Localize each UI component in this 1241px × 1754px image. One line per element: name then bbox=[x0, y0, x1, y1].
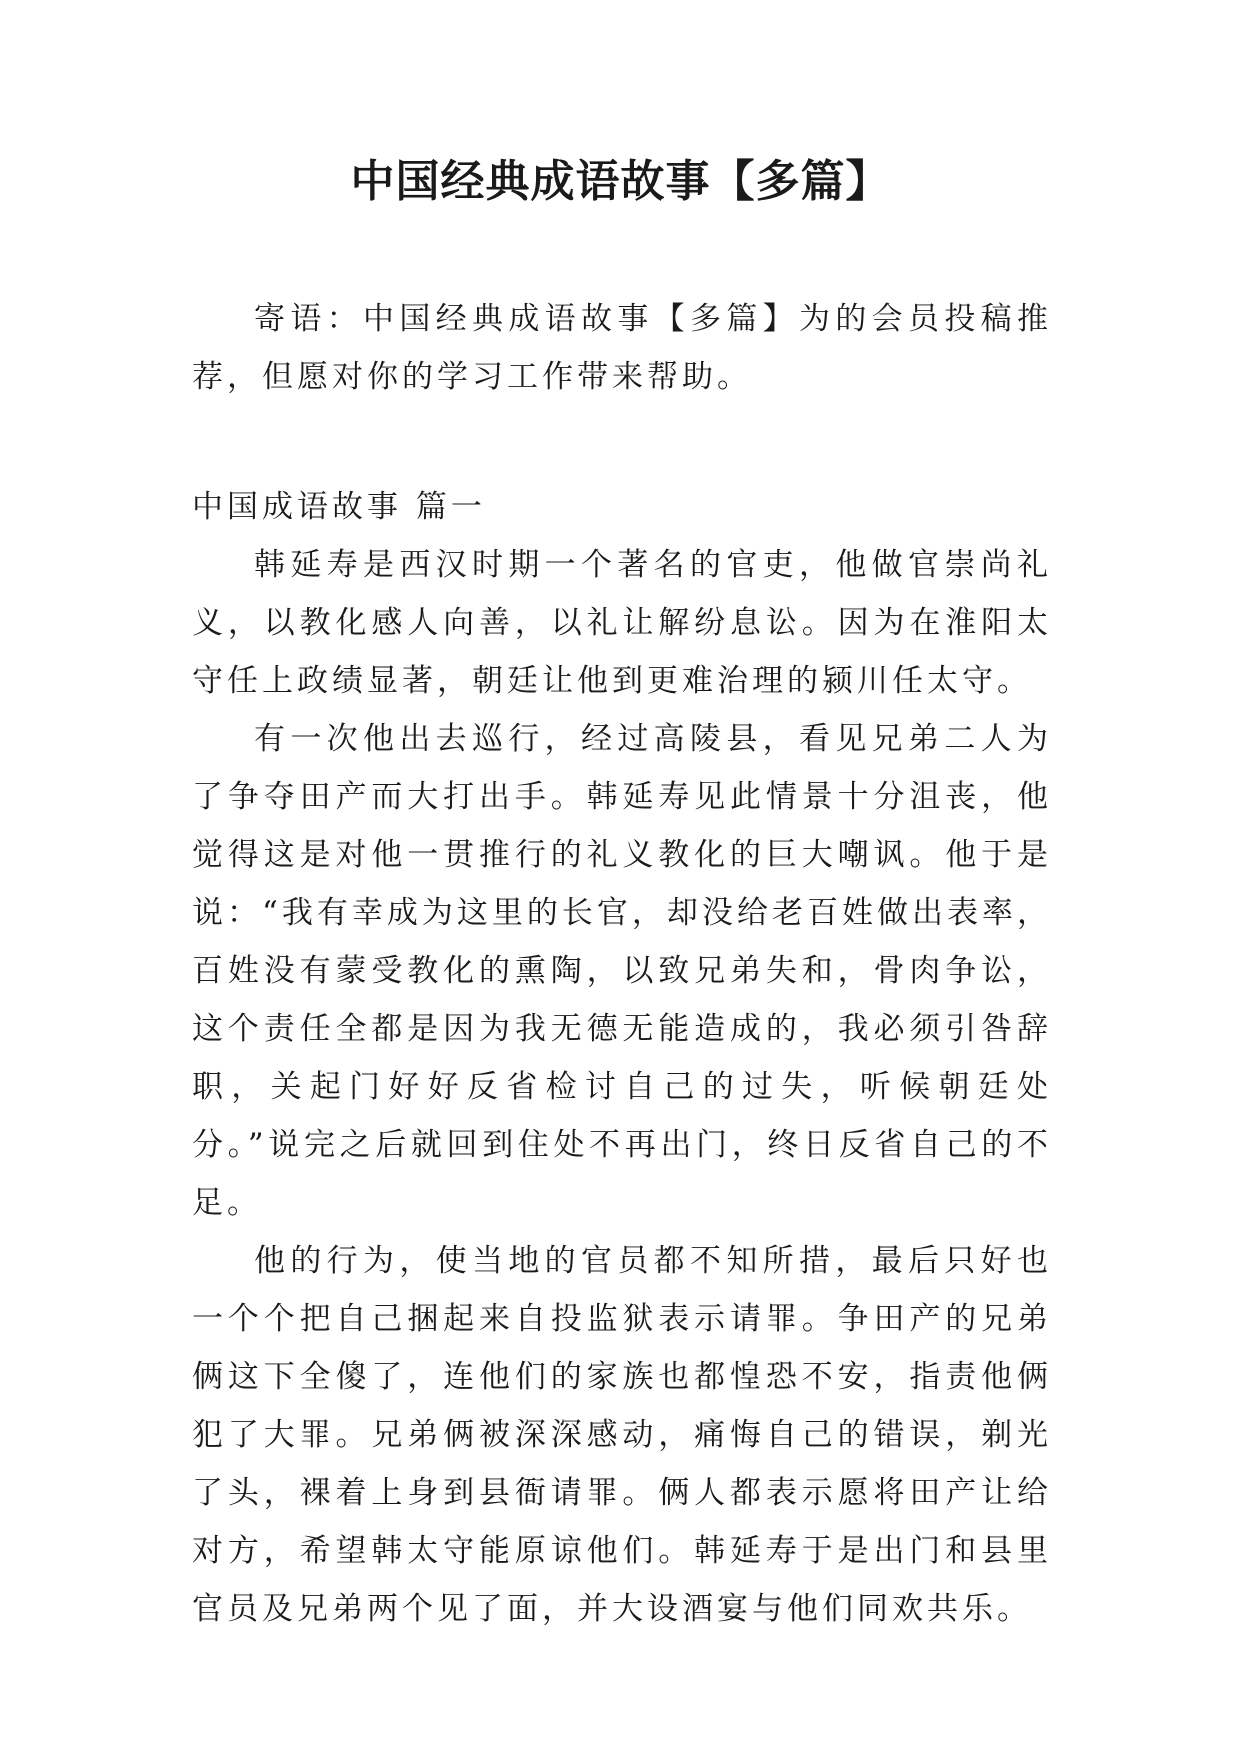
document-body bbox=[192, 290, 1052, 1638]
document-title: 中国经典成语故事【多篇】 bbox=[350, 156, 891, 207]
body-paragraph-3: 他的行为，使当地的官员都不知所措，最后只好也一个个把自己捆起来自投监狱表示请罪。争田产的兄弟俩这下全傻了，连他们的家族也都惶恐不安，指责他俩犯了大罪。兄弟俩被深深感动，痛悔自己的错误，剃光了头，裸着上身到县衙请罪。俩人都表示愿将田产让给对方，希望韩太守能原谅他们。韩延寿于是出门和县里官员及兄弟两个见了面，并大设酒宴与他们同欢共乐。 bbox=[192, 1243, 1052, 1627]
intro-paragraph: 寄语：中国经典成语故事【多篇】为的会员投稿推荐，但愿对你的学习工作带来帮助。 bbox=[192, 301, 1052, 395]
body-paragraph-1: 韩延寿是西汉时期一个著名的官吏，他做官崇尚礼义，以教化感人向善，以礼让解纷息讼。因为在淮阳太守任上政绩显著，朝廷让他到更难治理的颍川任太守。 bbox=[192, 547, 1052, 699]
spacer bbox=[192, 406, 1052, 478]
section-heading: 中国成语故事 篇一 bbox=[192, 489, 486, 525]
body-paragraph-2: 有一次他出去巡行，经过高陵县，看见兄弟二人为了争夺田产而大打出手。韩延寿见此情景十分沮丧，他觉得这是对他一贯推行的礼义教化的巨大嘲讽。他于是说：“我有幸成为这里的长官，却没给老百姓做出表率，百姓没有蒙受教化的熏陶，以致兄弟失和，骨肉争讼，这个责任全都是因为我无德无能造成的，我必须引咎辞职，关起门好好反省检讨自己的过失，听候朝廷处分。”说完之后就回到住处不再出门，终日反省自己的不足。 bbox=[192, 721, 1052, 1221]
